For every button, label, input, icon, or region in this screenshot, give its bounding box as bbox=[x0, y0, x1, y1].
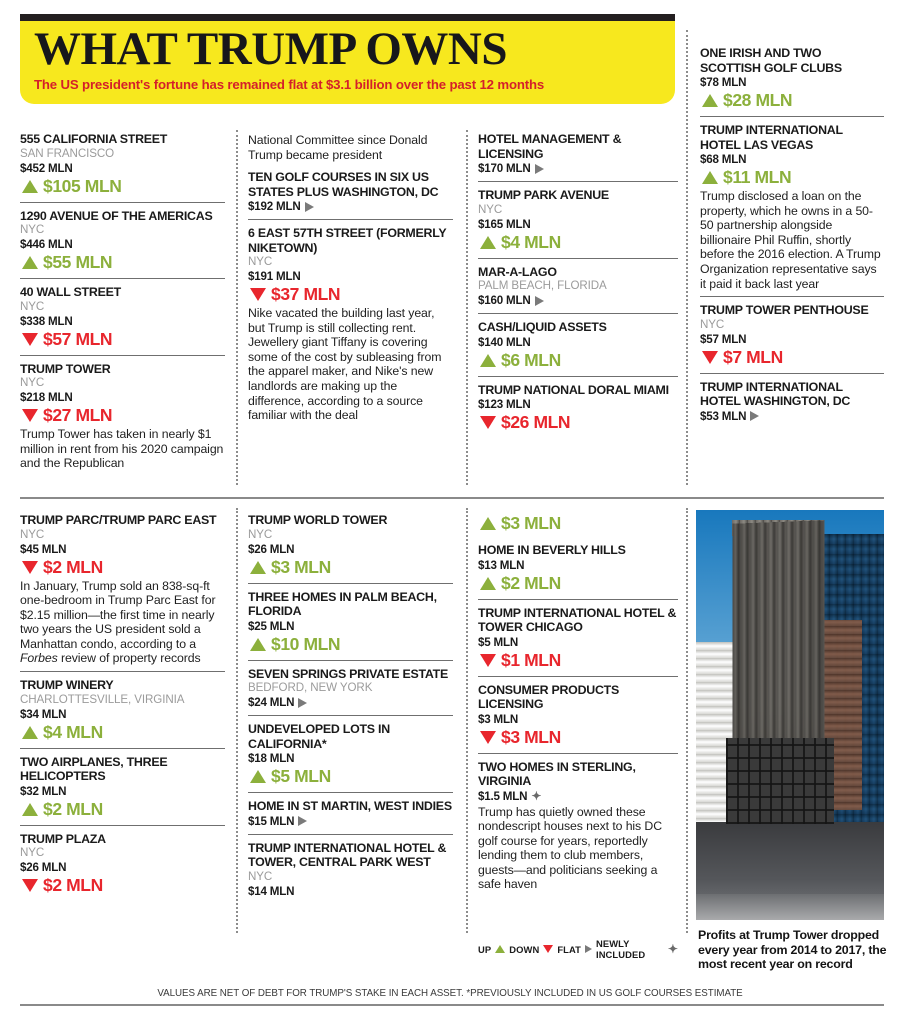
asset-change-text: $26 MLN bbox=[501, 412, 571, 432]
asset-name: 555 CALIFORNIA STREET bbox=[20, 132, 168, 146]
asset-change bbox=[248, 284, 453, 305]
asset-value-text: $26 MLN bbox=[248, 542, 295, 556]
asset-value bbox=[248, 814, 453, 829]
asset-value-text: $53 MLN bbox=[700, 409, 747, 423]
asset-location: NYC bbox=[248, 527, 273, 541]
asset-value bbox=[700, 332, 884, 347]
asset-note: Trump disclosed a loan on the property, which he owns in a 50-50 partnership alongside billionaire Phil Ruffin, shortly before the 2016 election. A Trump Organization representative says it paid it back last year bbox=[700, 189, 881, 291]
asset-change bbox=[20, 176, 225, 197]
divider-top-3 bbox=[686, 30, 688, 485]
asset-value-text: $123 MLN bbox=[478, 398, 531, 411]
asset-name: MAR-A-LAGO bbox=[478, 264, 557, 279]
column-bottom-2 bbox=[248, 513, 453, 904]
triangle-right-icon bbox=[535, 296, 544, 306]
asset-entry bbox=[248, 583, 453, 660]
divider-top-2 bbox=[466, 130, 468, 485]
asset-value-text: $25 MLN bbox=[248, 619, 295, 633]
asset-value bbox=[248, 542, 453, 557]
triangle-up-icon bbox=[250, 561, 266, 574]
triangle-down-icon bbox=[250, 288, 266, 301]
page-subtitle: The US president's fortune has remained flat at $3.1 billion over the past 12 months bbox=[34, 77, 545, 92]
asset-entry bbox=[700, 296, 884, 373]
section-divider bbox=[20, 497, 884, 499]
asset-note: In January, Trump sold an 838-sq-ft one-bedroom in Trump Parc East for $2.15 million—the first time in nearly two years the US president sold a Manhattan condo, according to a Forbes review of property records bbox=[20, 578, 216, 666]
legend-flat-label: FLAT bbox=[557, 943, 581, 955]
triangle-right-icon bbox=[298, 698, 307, 708]
header-top-rule bbox=[20, 14, 675, 21]
asset-change bbox=[248, 766, 453, 787]
column-top-1 bbox=[20, 132, 225, 476]
triangle-down-icon bbox=[22, 409, 38, 422]
star-icon: ✦ bbox=[667, 942, 678, 956]
asset-value-text: $165 MLN bbox=[478, 217, 531, 231]
asset-value-text: $13 MLN bbox=[478, 558, 525, 572]
asset-name: HOTEL MANAGEMENT & LICENSING bbox=[478, 132, 622, 161]
triangle-down-icon bbox=[22, 879, 38, 892]
page-title: WHAT TRUMP OWNS bbox=[34, 23, 508, 75]
asset-name: TRUMP INTERNATIONAL HOTEL LAS VEGAS bbox=[700, 123, 843, 152]
column-bottom-3-carryover bbox=[478, 513, 678, 534]
asset-entry bbox=[20, 513, 225, 671]
asset-entry bbox=[478, 599, 678, 676]
triangle-down-icon bbox=[480, 731, 496, 744]
asset-entry bbox=[700, 46, 884, 116]
asset-entry bbox=[478, 258, 678, 314]
asset-entry bbox=[248, 792, 453, 834]
trump-tower-photo bbox=[696, 510, 884, 920]
asset-entry bbox=[248, 715, 453, 792]
asset-value-text: $140 MLN bbox=[478, 335, 531, 349]
asset-location: BEDFORD, NEW YORK bbox=[248, 681, 373, 694]
legend-new-label: NEWLY INCLUDED bbox=[595, 938, 646, 960]
photo-lattice bbox=[726, 738, 834, 824]
asset-entry bbox=[248, 219, 453, 428]
asset-entry bbox=[478, 676, 678, 753]
asset-name: 6 EAST 57TH STREET (FORMERLY NIKETOWN) bbox=[248, 226, 447, 255]
asset-change-text: $4 MLN bbox=[501, 231, 561, 252]
asset-name: TRUMP PARC/TRUMP PARC EAST bbox=[20, 513, 217, 527]
asset-change bbox=[20, 405, 225, 426]
asset-value-text: $68 MLN bbox=[700, 153, 747, 166]
asset-value-text: $452 MLN bbox=[20, 161, 73, 175]
asset-name: TEN GOLF COURSES IN SIX US STATES PLUS WASHINGTON, DC bbox=[248, 170, 439, 199]
asset-location: NYC bbox=[20, 527, 45, 541]
column-bottom-3 bbox=[478, 543, 678, 897]
asset-change bbox=[478, 650, 678, 671]
asset-location: CHARLOTTESVILLE, VIRGINIA bbox=[20, 692, 185, 706]
asset-value bbox=[700, 75, 884, 90]
asset-change bbox=[248, 557, 453, 578]
asset-change-text: $4 MLN bbox=[43, 721, 103, 742]
asset-value bbox=[20, 314, 225, 329]
triangle-right-icon bbox=[535, 164, 544, 174]
star-icon: ✦ bbox=[531, 789, 542, 803]
asset-name: HOME IN BEVERLY HILLS bbox=[478, 543, 626, 557]
asset-entry bbox=[20, 132, 225, 202]
asset-location: NYC bbox=[20, 299, 45, 313]
triangle-up-icon bbox=[480, 236, 496, 249]
asset-location: NYC bbox=[478, 202, 503, 216]
asset-name: TWO AIRPLANES, THREE HELICOPTERS bbox=[20, 754, 168, 784]
photo-caption: Profits at Trump Tower dropped every year from 2014 to 2017, the most recent year on record bbox=[698, 928, 887, 972]
triangle-down-icon bbox=[480, 654, 496, 667]
asset-value bbox=[248, 884, 453, 899]
asset-change bbox=[478, 513, 678, 534]
asset-value-text: $192 MLN bbox=[248, 200, 301, 213]
asset-name: CASH/LIQUID ASSETS bbox=[478, 320, 607, 334]
triangle-up-icon bbox=[22, 803, 38, 816]
asset-location: NYC bbox=[248, 255, 273, 268]
asset-entry bbox=[248, 170, 453, 219]
asset-change-text: $7 MLN bbox=[723, 346, 783, 367]
asset-name: 1290 AVENUE OF THE AMERICAS bbox=[20, 208, 213, 223]
asset-value bbox=[478, 789, 678, 804]
asset-change-text: $55 MLN bbox=[43, 252, 113, 272]
asset-entry bbox=[248, 660, 453, 716]
asset-value-text: $1.5 MLN bbox=[478, 789, 528, 803]
asset-value bbox=[20, 784, 225, 799]
asset-change bbox=[478, 232, 678, 253]
asset-name: TRUMP TOWER PENTHOUSE bbox=[700, 303, 869, 318]
asset-name: TRUMP WINERY bbox=[20, 678, 114, 693]
asset-change-text: $57 MLN bbox=[43, 328, 113, 349]
divider-bottom-3 bbox=[686, 508, 688, 933]
asset-entry bbox=[20, 825, 225, 902]
triangle-down-icon bbox=[22, 333, 38, 346]
asset-value bbox=[20, 707, 225, 722]
asset-value bbox=[248, 199, 453, 214]
asset-name: TRUMP PARK AVENUE bbox=[478, 188, 609, 202]
triangle-up-icon bbox=[22, 180, 38, 193]
asset-change bbox=[700, 90, 884, 111]
column-top-2 bbox=[248, 170, 453, 428]
column-top-2-carryover bbox=[248, 132, 453, 162]
asset-value bbox=[478, 335, 678, 350]
asset-change-text: $2 MLN bbox=[43, 875, 103, 896]
header-banner bbox=[20, 21, 675, 104]
asset-name: TRUMP PLAZA bbox=[20, 831, 106, 846]
legend-down-label: DOWN bbox=[509, 943, 540, 955]
asset-entry bbox=[478, 543, 678, 599]
asset-entry bbox=[478, 376, 678, 439]
asset-change-text: $2 MLN bbox=[43, 556, 103, 577]
asset-value-text: $32 MLN bbox=[20, 784, 67, 798]
asset-name: 40 WALL STREET bbox=[20, 285, 121, 299]
asset-value bbox=[248, 751, 453, 766]
asset-name: TRUMP WORLD TOWER bbox=[248, 513, 388, 527]
asset-change-text: $5 MLN bbox=[271, 766, 331, 786]
asset-location: NYC bbox=[20, 376, 45, 389]
divider-top-1 bbox=[236, 130, 238, 485]
asset-value bbox=[478, 397, 678, 412]
column-top-3 bbox=[478, 132, 678, 438]
asset-change-text: $105 MLN bbox=[43, 175, 122, 196]
asset-entry bbox=[20, 278, 225, 355]
asset-change-text: $27 MLN bbox=[43, 405, 113, 425]
asset-name: TRUMP TOWER bbox=[20, 361, 111, 376]
asset-name: TRUMP NATIONAL DORAL MIAMI bbox=[478, 382, 669, 397]
asset-value-text: $45 MLN bbox=[20, 542, 67, 556]
asset-value-text: $14 MLN bbox=[248, 884, 295, 898]
triangle-right-icon bbox=[305, 202, 314, 212]
triangle-up-icon bbox=[22, 256, 38, 269]
asset-change bbox=[478, 573, 678, 594]
triangle-down-icon bbox=[702, 351, 718, 364]
asset-change-text: $1 MLN bbox=[501, 649, 561, 670]
asset-change-text: $3 MLN bbox=[271, 556, 331, 577]
asset-change bbox=[20, 875, 225, 896]
asset-entry bbox=[478, 753, 678, 898]
asset-value-text: $34 MLN bbox=[20, 707, 67, 721]
asset-name: UNDEVELOPED LOTS IN CALIFORNIA* bbox=[248, 722, 390, 751]
asset-note: Trump has quietly owned these nondescript houses next to his DC golf course for years, reportedly lending them to club members, guests—and politicians seeking a safe haven bbox=[478, 804, 662, 892]
legend bbox=[478, 938, 678, 960]
asset-value bbox=[20, 542, 225, 557]
asset-value bbox=[478, 161, 678, 176]
asset-entry bbox=[20, 671, 225, 748]
triangle-up-icon bbox=[702, 171, 718, 184]
asset-value bbox=[478, 558, 678, 573]
asset-value bbox=[478, 217, 678, 232]
triangle-up-icon bbox=[702, 94, 718, 107]
asset-change-text: $37 MLN bbox=[271, 284, 341, 304]
triangle-down-icon bbox=[543, 945, 553, 953]
asset-name: TRUMP INTERNATIONAL HOTEL WASHINGTON, DC bbox=[700, 379, 851, 409]
asset-change bbox=[248, 634, 453, 655]
asset-value bbox=[248, 269, 453, 284]
asset-value bbox=[20, 860, 225, 875]
asset-change-text: $6 MLN bbox=[501, 349, 561, 370]
asset-change-text: $28 MLN bbox=[723, 90, 793, 110]
column-bottom-1 bbox=[20, 513, 225, 901]
asset-value bbox=[248, 619, 453, 634]
asset-value bbox=[478, 293, 678, 308]
asset-value-text: $15 MLN bbox=[248, 814, 295, 828]
asset-entry bbox=[478, 313, 678, 376]
asset-change bbox=[20, 722, 225, 743]
asset-change bbox=[700, 347, 884, 368]
triangle-up-icon bbox=[480, 577, 496, 590]
asset-name: TWO HOMES IN STERLING, VIRGINIA bbox=[478, 759, 636, 788]
asset-location: PALM BEACH, FLORIDA bbox=[478, 279, 607, 292]
asset-value bbox=[478, 635, 678, 650]
asset-entry bbox=[700, 373, 884, 429]
asset-change-text: $2 MLN bbox=[501, 572, 561, 593]
divider-bottom-2 bbox=[466, 508, 468, 933]
triangle-up-icon bbox=[480, 517, 496, 530]
asset-value-text: $170 MLN bbox=[478, 162, 531, 175]
asset-value-text: $218 MLN bbox=[20, 391, 73, 404]
asset-value-text: $26 MLN bbox=[20, 861, 67, 875]
asset-name: THREE HOMES IN PALM BEACH, FLORIDA bbox=[248, 589, 437, 618]
asset-value bbox=[20, 390, 225, 405]
asset-value bbox=[248, 695, 453, 710]
asset-note-emphasis: Forbes bbox=[20, 651, 58, 666]
legend-up-label: UP bbox=[478, 943, 492, 955]
asset-location: SAN FRANCISCO bbox=[20, 146, 115, 160]
asset-entry bbox=[20, 748, 225, 825]
asset-name: TRUMP INTERNATIONAL HOTEL & TOWER CHICAGO bbox=[478, 605, 677, 634]
asset-value bbox=[20, 161, 225, 176]
asset-value-text: $18 MLN bbox=[248, 752, 295, 765]
asset-entry bbox=[478, 181, 678, 258]
asset-entry bbox=[700, 116, 884, 296]
asset-change bbox=[700, 167, 884, 188]
asset-value-text: $3 MLN bbox=[478, 712, 519, 726]
asset-value bbox=[478, 712, 678, 727]
asset-change-text: $11 MLN bbox=[723, 167, 792, 187]
asset-change bbox=[478, 727, 678, 748]
asset-value bbox=[700, 409, 884, 424]
asset-value bbox=[20, 237, 225, 252]
triangle-up-icon bbox=[22, 726, 38, 739]
asset-value-text: $338 MLN bbox=[20, 314, 73, 328]
asset-entry bbox=[478, 132, 678, 181]
asset-change bbox=[20, 329, 225, 350]
triangle-up-icon bbox=[250, 770, 266, 783]
photo-street bbox=[696, 894, 884, 920]
asset-value-text: $160 MLN bbox=[478, 294, 531, 307]
footer-rule bbox=[20, 1004, 884, 1006]
triangle-up-icon bbox=[495, 945, 505, 953]
asset-note: Nike vacated the building last year, but Trump is still collecting rent. Jewellery giant Tiffany is covering some of the cost by subleasing from the apparel maker, and Nike's new landlords are making up the difference, according to a source familiar with the deal bbox=[248, 306, 442, 423]
carryover-text: National Committee since Donald Trump became president bbox=[248, 133, 428, 162]
triangle-up-icon bbox=[480, 354, 496, 367]
asset-value-text: $24 MLN bbox=[248, 696, 295, 709]
asset-change-text: $3 MLN bbox=[501, 726, 561, 747]
asset-change bbox=[478, 350, 678, 371]
asset-location: NYC bbox=[700, 317, 725, 331]
asset-change-text: $2 MLN bbox=[43, 798, 103, 819]
asset-change-text: $10 MLN bbox=[271, 633, 341, 654]
asset-change-text: $3 MLN bbox=[501, 513, 561, 533]
triangle-up-icon bbox=[250, 638, 266, 651]
asset-location: NYC bbox=[248, 869, 273, 883]
asset-change bbox=[20, 799, 225, 820]
triangle-down-icon bbox=[480, 416, 496, 429]
triangle-right-icon bbox=[298, 816, 307, 826]
asset-value-text: $191 MLN bbox=[248, 270, 301, 283]
column-top-4 bbox=[700, 46, 884, 429]
asset-change bbox=[478, 412, 678, 433]
asset-location: NYC bbox=[20, 846, 45, 860]
asset-value-text: $5 MLN bbox=[478, 635, 519, 649]
asset-name: SEVEN SPRINGS PRIVATE ESTATE bbox=[248, 666, 449, 681]
triangle-right-icon bbox=[585, 945, 592, 953]
asset-entry bbox=[248, 513, 453, 583]
asset-note: Trump Tower has taken in nearly $1 million in rent from his 2020 campaign and the Republican bbox=[20, 427, 224, 471]
divider-bottom-1 bbox=[236, 508, 238, 933]
asset-change bbox=[20, 252, 225, 273]
asset-value bbox=[700, 152, 884, 167]
asset-value-text: $78 MLN bbox=[700, 76, 747, 89]
asset-change bbox=[20, 557, 225, 578]
asset-value-text: $57 MLN bbox=[700, 332, 747, 346]
footnote: VALUES ARE NET OF DEBT FOR TRUMP'S STAKE IN EACH ASSET. *PREVIOUSLY INCLUDED IN US GOLF COURSES ESTIMATE bbox=[157, 988, 743, 999]
asset-entry bbox=[20, 202, 225, 279]
asset-value-text: $446 MLN bbox=[20, 238, 73, 251]
asset-entry bbox=[20, 355, 225, 476]
asset-location: NYC bbox=[20, 223, 45, 236]
asset-entry bbox=[248, 834, 453, 904]
triangle-right-icon bbox=[750, 411, 759, 421]
asset-name: ONE IRISH AND TWO SCOTTISH GOLF CLUBS bbox=[700, 46, 842, 75]
triangle-down-icon bbox=[22, 561, 38, 574]
asset-name: TRUMP INTERNATIONAL HOTEL & TOWER, CENTRAL PARK WEST bbox=[248, 840, 447, 869]
asset-name: HOME IN ST MARTIN, WEST INDIES bbox=[248, 799, 452, 813]
asset-name: CONSUMER PRODUCTS LICENSING bbox=[478, 682, 620, 711]
